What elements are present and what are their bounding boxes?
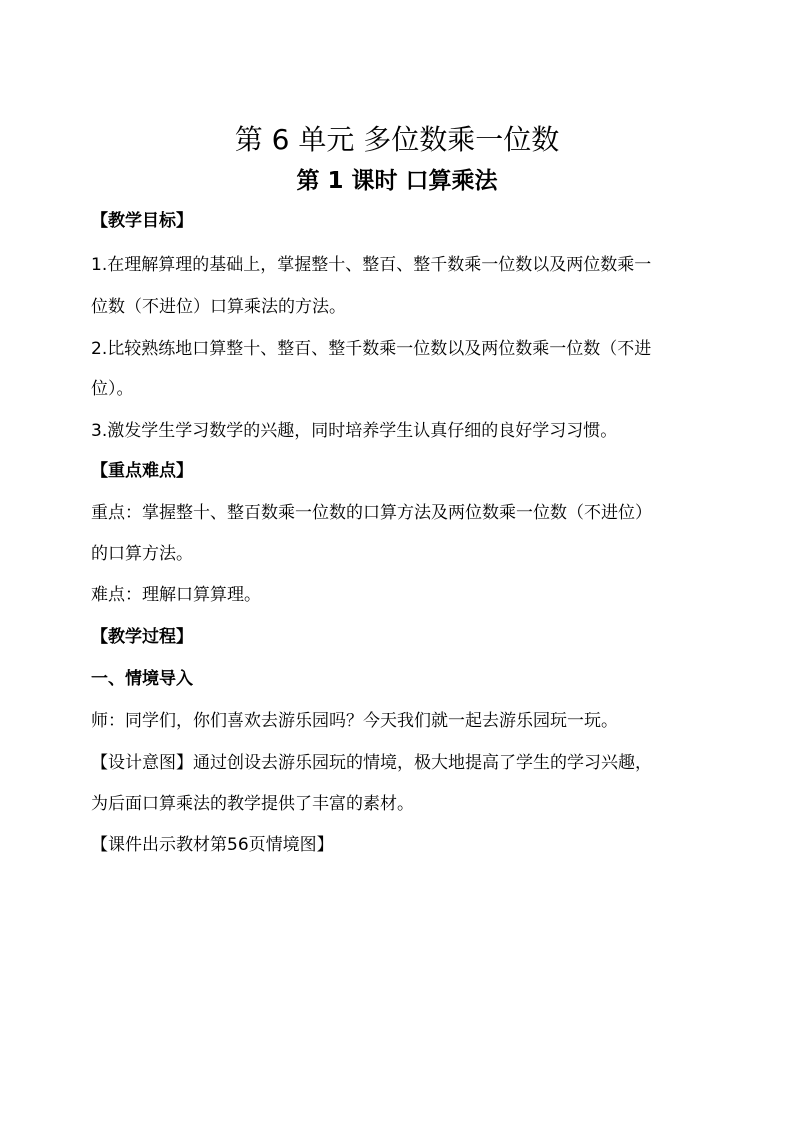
goal-2-line-2: 位）。 [91, 379, 134, 399]
lesson-subtitle: 第 1 课时 口算乘法 [296, 168, 498, 194]
design-intent-line-1: 【设计意图】通过创设去游乐园玩的情境，极大地提高了学生的学习兴趣， [91, 753, 652, 773]
keypoints-heading: 【重点难点】 [91, 461, 193, 481]
keypoint-line-1: 重点：掌握整十、整百数乘一位数的口算方法及两位数乘一位数（不进位） [91, 503, 652, 523]
keypoint-line-2: 的口算方法。 [91, 544, 193, 564]
unit-title: 第 6 单元 多位数乘一位数 [234, 123, 560, 156]
courseware-line: 【课件出示教材第56页情境图】 [91, 835, 334, 855]
design-intent-line-2: 为后面口算乘法的教学提供了丰富的素材。 [91, 794, 414, 814]
part-1-heading: 一、情境导入 [91, 669, 193, 689]
goal-1-line-2: 位数（不进位）口算乘法的方法。 [91, 297, 346, 317]
goal-1-line-1: 1.在理解算理的基础上，掌握整十、整百、整千数乘一位数以及两位数乘一 [91, 255, 652, 275]
goals-heading: 【教学目标】 [91, 211, 193, 231]
goal-2-line-1: 2.比较熟练地口算整十、整百、整千数乘一位数以及两位数乘一位数（不进 [91, 339, 652, 359]
teacher-line: 师：同学们，你们喜欢去游乐园吗？今天我们就一起去游乐园玩一玩。 [91, 711, 618, 731]
process-heading: 【教学过程】 [91, 627, 193, 647]
goal-3: 3.激发学生学习数学的兴趣，同时培养学生认真仔细的良好学习习惯。 [91, 421, 618, 441]
difficulty-line: 难点：理解口算算理。 [91, 585, 261, 605]
